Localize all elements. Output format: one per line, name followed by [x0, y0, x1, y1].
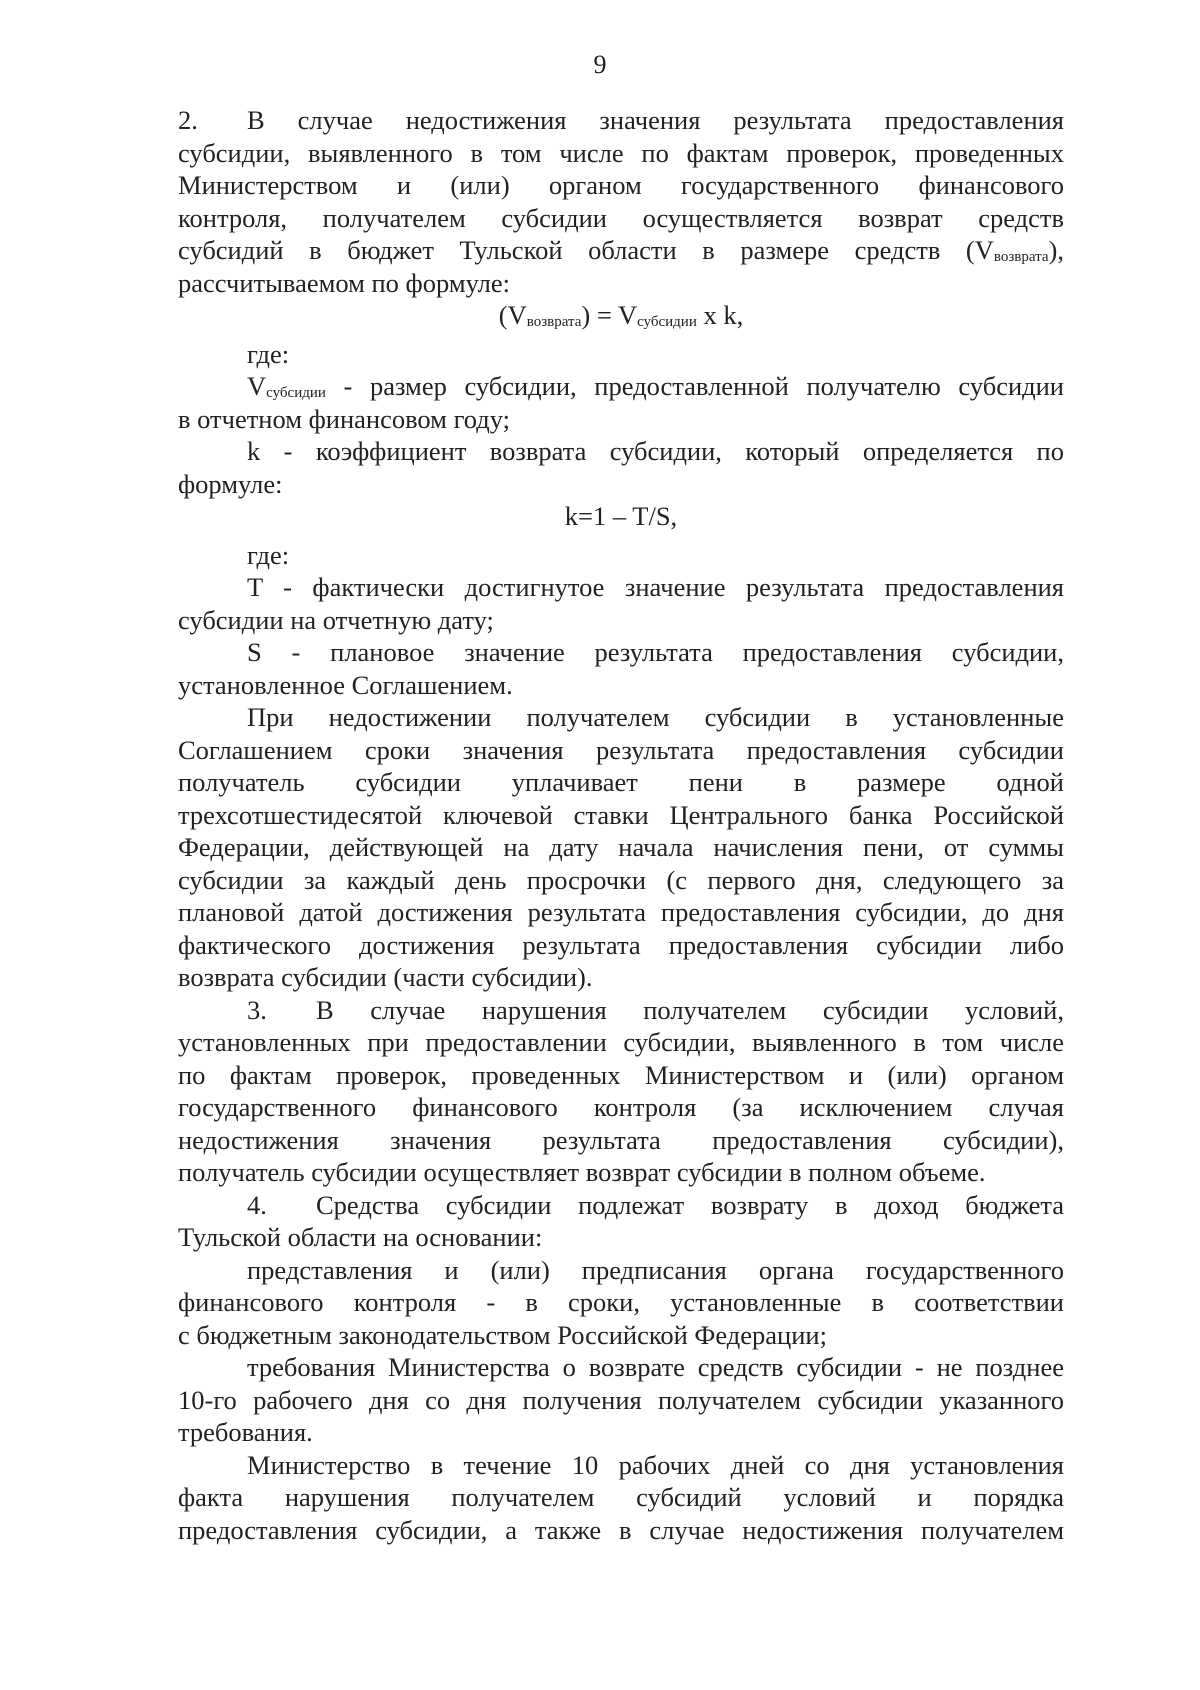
where-label: где: [247, 539, 290, 570]
text-line: формуле: [178, 468, 283, 499]
text-line: получатель субсидии осуществляет возврат субсидии в полном объеме. [178, 1157, 986, 1187]
formula-return: $(V_{возврата}) = V_{субсидии}$ x k, [498, 300, 744, 330]
text-line: k - коэффициент возврата субсидии, который определяется по [247, 436, 1064, 466]
text-line: В случае недостижения значения результата предоставления [247, 105, 1064, 135]
text-line: получатель субсидии уплачивает пени в размере одной [178, 767, 1064, 797]
text-line: субсидии на отчетную дату; [178, 604, 494, 635]
text-line: в отчетном финансовом году; [178, 403, 511, 434]
text-line: по фактам проверок, проведенных Министерством и (или) органом [178, 1059, 1064, 1090]
paragraph-ministry [178, 1449, 1064, 1547]
text-line: Соглашением сроки значения результата предоставления субсидии [178, 734, 1064, 765]
text-line: Средства субсидии подлежат возврату в доход бюджета [316, 1189, 1064, 1220]
text-line: T - фактически достигнутое значение результата предоставления [247, 572, 1064, 602]
paragraph-3 [178, 994, 1064, 1189]
where-label: где: [247, 338, 290, 369]
paragraph-4-item-requirement [178, 1351, 1064, 1449]
text-line: $V_{субсидии}$ - размер субсидии, предоставленной получателю субсидии [247, 371, 1064, 401]
text-line: Тульской области на основании: [178, 1222, 543, 1252]
text-line: Министерство в течение 10 рабочих дней со дня установления [247, 1449, 1064, 1480]
paragraph-number: 2. [178, 105, 198, 135]
paragraph-2 [178, 104, 1064, 299]
text-line: субсидии за каждый день просрочки (с первого дня, следующего за [178, 864, 1064, 895]
text-line: факта нарушения получателем субсидий условий и порядка [178, 1482, 1064, 1512]
text-line: установленное Соглашением. [178, 669, 513, 700]
text-line: требования. [178, 1417, 313, 1447]
text-line: государственного финансового контроля (за исключением случая [178, 1092, 1064, 1122]
paragraph-penalty [178, 701, 1064, 994]
definition-k [178, 435, 1064, 500]
paragraph-4 [178, 1189, 1064, 1254]
text-line: Федерации, действующей на дату начала начисления пени, от суммы [178, 832, 1064, 862]
text-line: возврата субсидии (части субсидии). [178, 962, 593, 992]
text-line: требования Министерства о возврате средств субсидии - не позднее [247, 1352, 1064, 1382]
document-body [178, 104, 1064, 1546]
text-line: рассчитываемом по формуле: [178, 267, 511, 298]
text-line: финансового контроля - в сроки, установленные в соответствии [178, 1287, 1064, 1317]
definition-v [178, 370, 1064, 435]
page-number: 9 [593, 50, 607, 79]
text-line: При недостижении получателем субсидии в установленные [247, 702, 1064, 732]
formula-coefficient: k=1 – T/S, [564, 501, 678, 531]
text-line: Министерством и (или) органом государственного финансового [178, 170, 1064, 200]
text-line: 10-го рабочего дня со дня получения получателем субсидии указанного [178, 1384, 1064, 1415]
text-line: трехсотшестидесятой ключевой ставки Центрального банка Российской [178, 799, 1064, 830]
text-line: установленных при предоставлении субсидии, выявленного в том числе [178, 1027, 1064, 1057]
paragraph-4-item-representation [178, 1254, 1064, 1352]
text-line: плановой датой достижения результата предоставления субсидии, до дня [178, 897, 1064, 927]
paragraph-number: 3. [247, 994, 267, 1025]
text-line: фактического достижения результата предоставления субсидии либо [178, 929, 1064, 960]
text-line: субсидии, выявленного в том числе по фактам проверок, проведенных [178, 137, 1064, 168]
text-line: S - плановое значение результата предоставления субсидии, [247, 637, 1064, 667]
text-line: контроля, получателем субсидии осуществляется возврат средств [178, 202, 1064, 233]
definition-s [178, 636, 1064, 701]
text-line: недостижения значения результата предоставления субсидии), [178, 1124, 1064, 1155]
definition-t [178, 571, 1064, 636]
text-line: предоставления субсидии, а также в случае недостижения получателем [178, 1514, 1064, 1545]
text-line: представления и (или) предписания органа государственного [247, 1254, 1064, 1285]
text-line: с бюджетным законодательством Российской Федерации; [178, 1319, 827, 1350]
text-line: В случае нарушения получателем субсидии условий, [316, 994, 1064, 1025]
text-line: субсидий в бюджет Тульской области в размере средств $(V_{возврата})$, [178, 235, 1064, 265]
paragraph-number: 4. [247, 1189, 267, 1220]
